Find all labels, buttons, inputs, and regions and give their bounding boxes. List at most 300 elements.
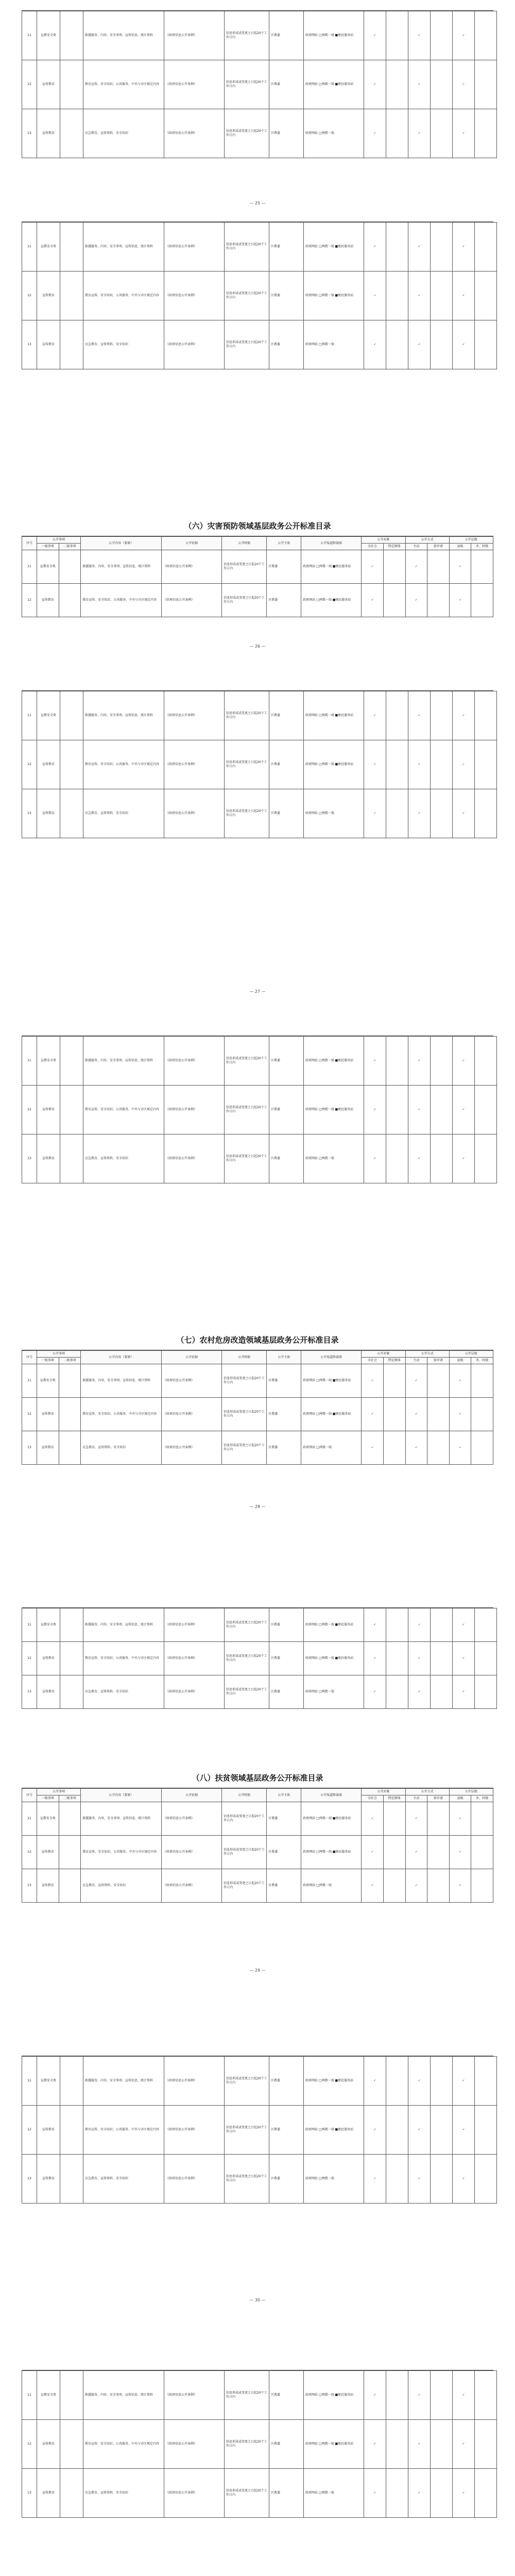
check-mark-cell: ✓ (405, 1836, 427, 1869)
check-mark-cell: ✓ (405, 1802, 427, 1836)
table-cell: 《政府信息公开条例》 (164, 2420, 225, 2469)
table-cell: 救援服务、内容、安全事项、宣传信息、统计资料 (81, 1364, 162, 1398)
table-cell: 信息形成或变更之日起20个工作日内 (225, 1608, 269, 1642)
table-cell: 12 (22, 1086, 37, 1134)
table-cell (59, 1398, 81, 1431)
table-cell: 区教委 (269, 1675, 304, 1709)
subheader-cell: 二级事项 (59, 1358, 81, 1364)
check-mark-cell (431, 1675, 453, 1709)
check-mark-cell (386, 2420, 408, 2469)
table-sheet-7 (22, 1607, 493, 1709)
header-cell: 公开时限 (222, 1351, 267, 1364)
subheader-cell: 依申请 (427, 1795, 450, 1802)
table-cell: 区教委 (269, 60, 304, 109)
header-cell: 公开方式 (405, 1789, 449, 1795)
table-cell: 政府网站 □两微一端 ■便民服务站 (301, 584, 362, 617)
subheader-cell: 主动 (405, 544, 427, 550)
subheader-cell: 全社会 (362, 544, 384, 550)
table-cell: 信息形成或变更之日起20个工作日内 (225, 2371, 269, 2420)
check-mark-cell: ✓ (364, 11, 386, 60)
check-mark-cell (427, 1398, 450, 1431)
table-cell: 信息形成或变更之日起20个工作日内 (222, 1398, 267, 1431)
table-cell: 宣传教育 (37, 1431, 59, 1465)
subheader-cell: 特定群体 (383, 1358, 405, 1364)
table-row (22, 60, 497, 109)
table-cell: 区教委 (269, 11, 304, 60)
table-cell: 13 (22, 1134, 37, 1183)
table-header-row (22, 1789, 493, 1795)
table-cell: 政府网站 □两微一端 (304, 1134, 364, 1183)
table-cell: 《政府信息公开条例》 (164, 1134, 225, 1183)
check-mark-cell: ✓ (408, 60, 431, 109)
check-mark-cell (386, 2371, 408, 2420)
table-cell: 宣传教育 (37, 740, 60, 789)
table-cell: 区教委 (269, 2469, 304, 2518)
check-mark-cell (386, 1608, 408, 1642)
table-cell: 政府网站 □两微一端 (304, 320, 364, 369)
check-mark-cell: ✓ (408, 11, 431, 60)
check-mark-cell (386, 109, 408, 158)
check-mark-cell: ✓ (364, 2420, 386, 2469)
table-cell (60, 2371, 83, 2420)
subheader-cell: 依申请 (427, 544, 450, 550)
table-cell: 12 (22, 1836, 37, 1869)
check-mark-cell (471, 1802, 493, 1836)
table-cell: 宣传教育 (37, 272, 60, 320)
check-mark-cell: ✓ (408, 2420, 431, 2469)
table-row (22, 223, 497, 272)
check-mark-cell (386, 1675, 408, 1709)
check-mark-cell: ✓ (408, 272, 431, 320)
check-mark-cell: ✓ (364, 60, 386, 109)
subheader-cell: 一级事项 (37, 544, 59, 550)
header-cell: 序号 (22, 1351, 37, 1364)
check-mark-cell: ✓ (453, 2469, 475, 2518)
check-mark-cell (383, 584, 405, 617)
table-cell: 12 (22, 60, 37, 109)
table-cell: 《政府信息公开条例》 (162, 1364, 222, 1398)
table-cell: 区教委 (269, 1134, 304, 1183)
check-mark-cell (383, 1398, 405, 1431)
subheader-cell: 主动 (405, 1795, 427, 1802)
table-row (22, 1086, 497, 1134)
header-cell: 公开层级 (449, 537, 493, 544)
check-mark-cell: ✓ (453, 2420, 475, 2469)
table-cell: 政府网站 □两微一端 ■便民服务站 (301, 1398, 362, 1431)
page-number-3: — 27 — (249, 989, 266, 994)
table-row (22, 1869, 493, 1903)
table-cell: 政府网站 □两微一端 ■便民服务站 (304, 272, 364, 320)
check-mark-cell: ✓ (364, 1134, 386, 1183)
table-cell: 《政府信息公开条例》 (162, 584, 222, 617)
check-mark-cell: ✓ (408, 1675, 431, 1709)
header-cell: 公开事项 (37, 1351, 81, 1358)
header-cell: 序号 (22, 537, 37, 550)
check-mark-cell: ✓ (449, 1398, 471, 1431)
check-mark-cell (386, 1086, 408, 1134)
table-header-row (22, 1351, 493, 1358)
check-mark-cell (431, 2106, 453, 2155)
table-cell: 区教委 (269, 2106, 304, 2155)
table-row (22, 2371, 497, 2420)
check-mark-cell (427, 550, 450, 584)
header-cell: 公开依据 (162, 1789, 222, 1802)
table-cell: 政府网站 □两微一端 ■便民服务站 (304, 11, 364, 60)
table-cell: 《政府信息公开条例》 (164, 1642, 225, 1675)
table-cell: 区教委 (269, 320, 304, 369)
table-cell: 宣教安全类 (37, 1608, 60, 1642)
check-mark-cell: ✓ (408, 2155, 431, 2204)
table-cell: 《政府信息公开条例》 (162, 1398, 222, 1431)
check-mark-cell: ✓ (453, 2057, 475, 2106)
standard-table-9 (22, 2056, 497, 2204)
table-sheet-5 (22, 1036, 493, 1183)
check-mark-cell (386, 320, 408, 369)
subheader-cell: 县级 (449, 1795, 471, 1802)
check-mark-cell: ✓ (364, 1086, 386, 1134)
table-cell: 宣传教育 (37, 2469, 60, 2518)
header-cell: 序号 (22, 1789, 37, 1802)
table-cell: 区教委 (269, 223, 304, 272)
table-sheet-2 (22, 222, 493, 369)
check-mark-cell: ✓ (364, 1642, 386, 1675)
table-header-row (22, 537, 493, 544)
table-cell: 宣传教育 (37, 1398, 59, 1431)
table-cell: 《政府信息公开条例》 (162, 1431, 222, 1465)
table-row (22, 740, 497, 789)
table-cell: 信息形成或变更之日起20个工作日内 (225, 11, 269, 60)
check-mark-cell: ✓ (362, 584, 384, 617)
check-mark-cell (471, 550, 493, 584)
table-cell: 《政府信息公开条例》 (164, 109, 225, 158)
check-mark-cell (475, 1675, 497, 1709)
page-number-4: — 28 — (249, 1504, 266, 1509)
check-mark-cell (386, 223, 408, 272)
table-cell: 教育宣传、安全知识、公共服务、中央与市区规定内容 (81, 1398, 162, 1431)
table-cell (60, 691, 83, 740)
table-row (22, 1642, 497, 1675)
check-mark-cell: ✓ (364, 1675, 386, 1709)
table-cell: 11 (22, 223, 37, 272)
check-mark-cell (431, 1608, 453, 1642)
check-mark-cell: ✓ (453, 2371, 475, 2420)
table-cell: 区教委 (269, 2057, 304, 2106)
check-mark-cell: ✓ (405, 1869, 427, 1903)
subheader-cell: 依申请 (427, 1358, 450, 1364)
table-cell: 政府网站 □两微一端 ■便民服务站 (301, 1364, 362, 1398)
check-mark-cell (475, 320, 497, 369)
table-cell: 《政府信息公开条例》 (164, 1037, 225, 1086)
check-mark-cell (386, 691, 408, 740)
table-row (22, 2106, 497, 2155)
check-mark-cell (386, 789, 408, 838)
subheader-cell: 县级 (449, 1358, 471, 1364)
check-mark-cell: ✓ (405, 584, 427, 617)
table-cell: 《政府信息公开条例》 (164, 691, 225, 740)
check-mark-cell: ✓ (364, 1608, 386, 1642)
check-mark-cell (431, 2371, 453, 2420)
table-cell: 信息形成或变更之日起20个工作日内 (225, 272, 269, 320)
check-mark-cell (475, 740, 497, 789)
table-cell: 政府网站 □两微一端 ■便民服务站 (304, 2371, 364, 2420)
check-mark-cell: ✓ (408, 2469, 431, 2518)
header-cell: 公开渠道和载体 (301, 1351, 362, 1364)
check-mark-cell: ✓ (364, 223, 386, 272)
table-cell: 信息形成或变更之日起20个工作日内 (225, 1037, 269, 1086)
table-cell: 12 (22, 584, 37, 617)
table-cell (59, 1836, 81, 1869)
table-cell: 救援服务、内容、安全事项、宣传信息、统计资料 (83, 691, 164, 740)
table-cell: 信息形成或变更之日起20个工作日内 (225, 2155, 269, 2204)
table-cell (60, 2155, 83, 2204)
header-cell: 公开依据 (162, 537, 222, 550)
table-cell: 区教委 (269, 109, 304, 158)
table-cell: 信息形成或变更之日起20个工作日内 (225, 1086, 269, 1134)
table-cell: 信息形成或变更之日起20个工作日内 (225, 2106, 269, 2155)
table-cell: 教育宣传、安全知识、公共服务、中央与市区规定内容 (83, 1086, 164, 1134)
header-cell: 公开渠道和载体 (301, 537, 362, 550)
header-cell: 公开内容（要素） (81, 1351, 162, 1364)
check-mark-cell (475, 109, 497, 158)
header-cell: 公开事项 (37, 1789, 81, 1795)
table-cell: 13 (22, 1675, 37, 1709)
table-row (22, 1134, 497, 1183)
check-mark-cell (427, 1431, 450, 1465)
table-cell (59, 1364, 81, 1398)
check-mark-cell (431, 2420, 453, 2469)
table-cell: 宣教安全类 (37, 2371, 60, 2420)
table-cell: 宣传教育 (37, 1086, 60, 1134)
table-row (22, 2057, 497, 2106)
table-cell: 教育宣传、安全知识、公共服务、中央与市区规定内容 (83, 2420, 164, 2469)
table-cell: 应急教育、宣传资料、安全知识 (83, 2155, 164, 2204)
subheader-cell: 全社会 (362, 1358, 384, 1364)
header-cell: 公开内容（要素） (81, 537, 162, 550)
table-cell (60, 60, 83, 109)
check-mark-cell (386, 2057, 408, 2106)
table-cell: 区教委 (267, 1836, 301, 1869)
header-cell: 公开对象 (362, 1789, 405, 1795)
table-cell: 《政府信息公开条例》 (162, 1869, 222, 1903)
check-mark-cell (386, 60, 408, 109)
table-cell: 教育宣传、安全知识、公共服务、中央与市区规定内容 (81, 584, 162, 617)
check-mark-cell: ✓ (453, 789, 475, 838)
check-mark-cell: ✓ (408, 2057, 431, 2106)
table-cell: 宣传教育 (37, 1836, 59, 1869)
table-cell (59, 1869, 81, 1903)
header-cell: 公开渠道和载体 (301, 1789, 362, 1802)
check-mark-cell (386, 1642, 408, 1675)
table-cell (59, 550, 81, 584)
table-cell: 宣教安全类 (37, 1802, 59, 1836)
table-cell: 政府网站 □两微一端 ■便民服务站 (304, 691, 364, 740)
table-cell: 信息形成或变更之日起20个工作日内 (225, 789, 269, 838)
table-cell (60, 740, 83, 789)
table-cell: 政府网站 □两微一端 (304, 1675, 364, 1709)
table-cell: 12 (22, 740, 37, 789)
check-mark-cell: ✓ (453, 2155, 475, 2204)
table-cell: 区教委 (269, 1642, 304, 1675)
check-mark-cell (383, 1869, 405, 1903)
check-mark-cell (427, 1836, 450, 1869)
table-cell: 宣传教育 (37, 1642, 60, 1675)
table-cell: 13 (22, 2469, 37, 2518)
table-cell: 应急教育、宣传资料、安全知识 (81, 1869, 162, 1903)
check-mark-cell (386, 272, 408, 320)
check-mark-cell: ✓ (453, 1642, 475, 1675)
check-mark-cell: ✓ (449, 550, 471, 584)
check-mark-cell: ✓ (364, 740, 386, 789)
table-cell (59, 1431, 81, 1465)
table-row (22, 1364, 493, 1398)
check-mark-cell: ✓ (408, 2106, 431, 2155)
table-cell: 信息形成或变更之日起20个工作日内 (225, 2057, 269, 2106)
standard-table-5 (22, 1036, 497, 1183)
table-cell: 信息形成或变更之日起20个工作日内 (225, 691, 269, 740)
table-cell (60, 2420, 83, 2469)
check-mark-cell: ✓ (453, 1608, 475, 1642)
standard-table-4 (22, 691, 497, 838)
table-cell: 区教委 (269, 272, 304, 320)
check-mark-cell (475, 2155, 497, 2204)
check-mark-cell: ✓ (449, 1431, 471, 1465)
table-cell: 宣教安全类 (37, 1037, 60, 1086)
table-cell: 区教委 (267, 1802, 301, 1836)
table-cell: 区教委 (269, 740, 304, 789)
table-cell: 《政府信息公开条例》 (164, 60, 225, 109)
check-mark-cell: ✓ (449, 1802, 471, 1836)
table-cell: 区教委 (269, 1037, 304, 1086)
table-cell: 《政府信息公开条例》 (164, 320, 225, 369)
check-mark-cell: ✓ (449, 584, 471, 617)
check-mark-cell: ✓ (364, 789, 386, 838)
table-cell: 区教委 (267, 1869, 301, 1903)
table-cell: 《政府信息公开条例》 (162, 1836, 222, 1869)
subheader-cell: 主动 (405, 1358, 427, 1364)
table-cell: 宣传教育 (37, 789, 60, 838)
check-mark-cell (471, 1364, 493, 1398)
check-mark-cell: ✓ (449, 1869, 471, 1903)
check-mark-cell (383, 550, 405, 584)
check-mark-cell: ✓ (453, 2106, 475, 2155)
table-cell (60, 11, 83, 60)
check-mark-cell (475, 1086, 497, 1134)
table-cell: 宣教安全类 (37, 11, 60, 60)
check-mark-cell: ✓ (362, 1364, 384, 1398)
check-mark-cell: ✓ (453, 1675, 475, 1709)
table-cell: 区教委 (267, 1431, 301, 1465)
table-sheet-9 (22, 2056, 493, 2204)
table-cell: 宣教安全类 (37, 223, 60, 272)
table-cell: 《政府信息公开条例》 (164, 11, 225, 60)
table-row (22, 789, 497, 838)
table-cell: 区教委 (269, 2155, 304, 2204)
table-cell: 救援服务、内容、安全事项、宣传信息、统计资料 (81, 550, 162, 584)
table-cell: 应急教育、宣传资料、安全知识 (83, 109, 164, 158)
table-cell: 救援服务、内容、安全事项、宣传信息、统计资料 (81, 1802, 162, 1836)
check-mark-cell: ✓ (408, 1086, 431, 1134)
check-mark-cell (475, 691, 497, 740)
table-cell: 教育宣传、安全知识、公共服务、中央与市区规定内容 (83, 272, 164, 320)
header-cell: 公开主体 (267, 1789, 301, 1802)
table-cell: 宣传教育 (37, 1134, 60, 1183)
table-cell: 《政府信息公开条例》 (162, 550, 222, 584)
table-cell (60, 272, 83, 320)
table-cell: 应急教育、宣传资料、安全知识 (83, 1675, 164, 1709)
table-cell: 政府网站 □两微一端 (304, 2469, 364, 2518)
check-mark-cell: ✓ (453, 109, 475, 158)
check-mark-cell: ✓ (453, 320, 475, 369)
table-cell: 宣传教育 (37, 1869, 59, 1903)
page-number-2: — 26 — (249, 644, 266, 649)
check-mark-cell (386, 1037, 408, 1086)
table-cell: 应急教育、宣传资料、安全知识 (83, 2469, 164, 2518)
table-cell: 信息形成或变更之日起20个工作日内 (222, 1836, 267, 1869)
table-cell: 政府网站 □两微一端 ■便民服务站 (304, 1642, 364, 1675)
table-cell: 11 (22, 550, 37, 584)
header-cell: 公开事项 (37, 537, 81, 544)
check-mark-cell (475, 1608, 497, 1642)
table-cell: 政府网站 □两微一端 (301, 1431, 362, 1465)
table-row (22, 1802, 493, 1836)
table-cell: 教育宣传、安全知识、公共服务、中央与市区规定内容 (81, 1836, 162, 1869)
check-mark-cell (431, 223, 453, 272)
table-cell: 11 (22, 1364, 37, 1398)
table-cell: 《政府信息公开条例》 (164, 2106, 225, 2155)
standard-table-8 (22, 1788, 493, 1903)
check-mark-cell (386, 1134, 408, 1183)
table-row (22, 2420, 497, 2469)
table-cell: 宣教安全类 (37, 550, 59, 584)
header-cell: 公开层级 (449, 1351, 493, 1358)
table-row (22, 1608, 497, 1642)
table-cell (60, 223, 83, 272)
check-mark-cell: ✓ (453, 11, 475, 60)
table-row (22, 272, 497, 320)
table-sheet-1 (22, 10, 493, 158)
table-cell: 信息形成或变更之日起20个工作日内 (225, 223, 269, 272)
check-mark-cell: ✓ (364, 109, 386, 158)
table-row (22, 584, 493, 617)
check-mark-cell: ✓ (408, 320, 431, 369)
table-row (22, 550, 493, 584)
table-cell: 区教委 (269, 789, 304, 838)
table-cell: 政府网站 □两微一端 ■便民服务站 (304, 740, 364, 789)
table-cell: 11 (22, 1802, 37, 1836)
check-mark-cell (431, 740, 453, 789)
subheader-cell: 一级事项 (37, 1358, 59, 1364)
table-cell: 应急教育、宣传资料、安全知识 (83, 789, 164, 838)
table-cell (60, 2106, 83, 2155)
table-sheet-6 (22, 1350, 493, 1465)
check-mark-cell: ✓ (362, 1836, 384, 1869)
table-cell: 《政府信息公开条例》 (164, 2371, 225, 2420)
table-cell: 区教委 (269, 1086, 304, 1134)
table-row (22, 1836, 493, 1869)
check-mark-cell (386, 2469, 408, 2518)
table-cell: 信息形成或变更之日起20个工作日内 (225, 2469, 269, 2518)
table-cell: 信息形成或变更之日起20个工作日内 (225, 740, 269, 789)
subheader-cell: 乡、村级 (471, 544, 493, 550)
check-mark-cell: ✓ (362, 1802, 384, 1836)
table-cell: 信息形成或变更之日起20个工作日内 (222, 1869, 267, 1903)
check-mark-cell (431, 2155, 453, 2204)
check-mark-cell (427, 1869, 450, 1903)
table-cell: 教育宣传、安全知识、公共服务、中央与市区规定内容 (83, 740, 164, 789)
table-cell: 信息形成或变更之日起20个工作日内 (222, 1364, 267, 1398)
table-cell: 《政府信息公开条例》 (164, 223, 225, 272)
table-cell: 政府网站 □两微一端 ■便民服务站 (304, 2420, 364, 2469)
